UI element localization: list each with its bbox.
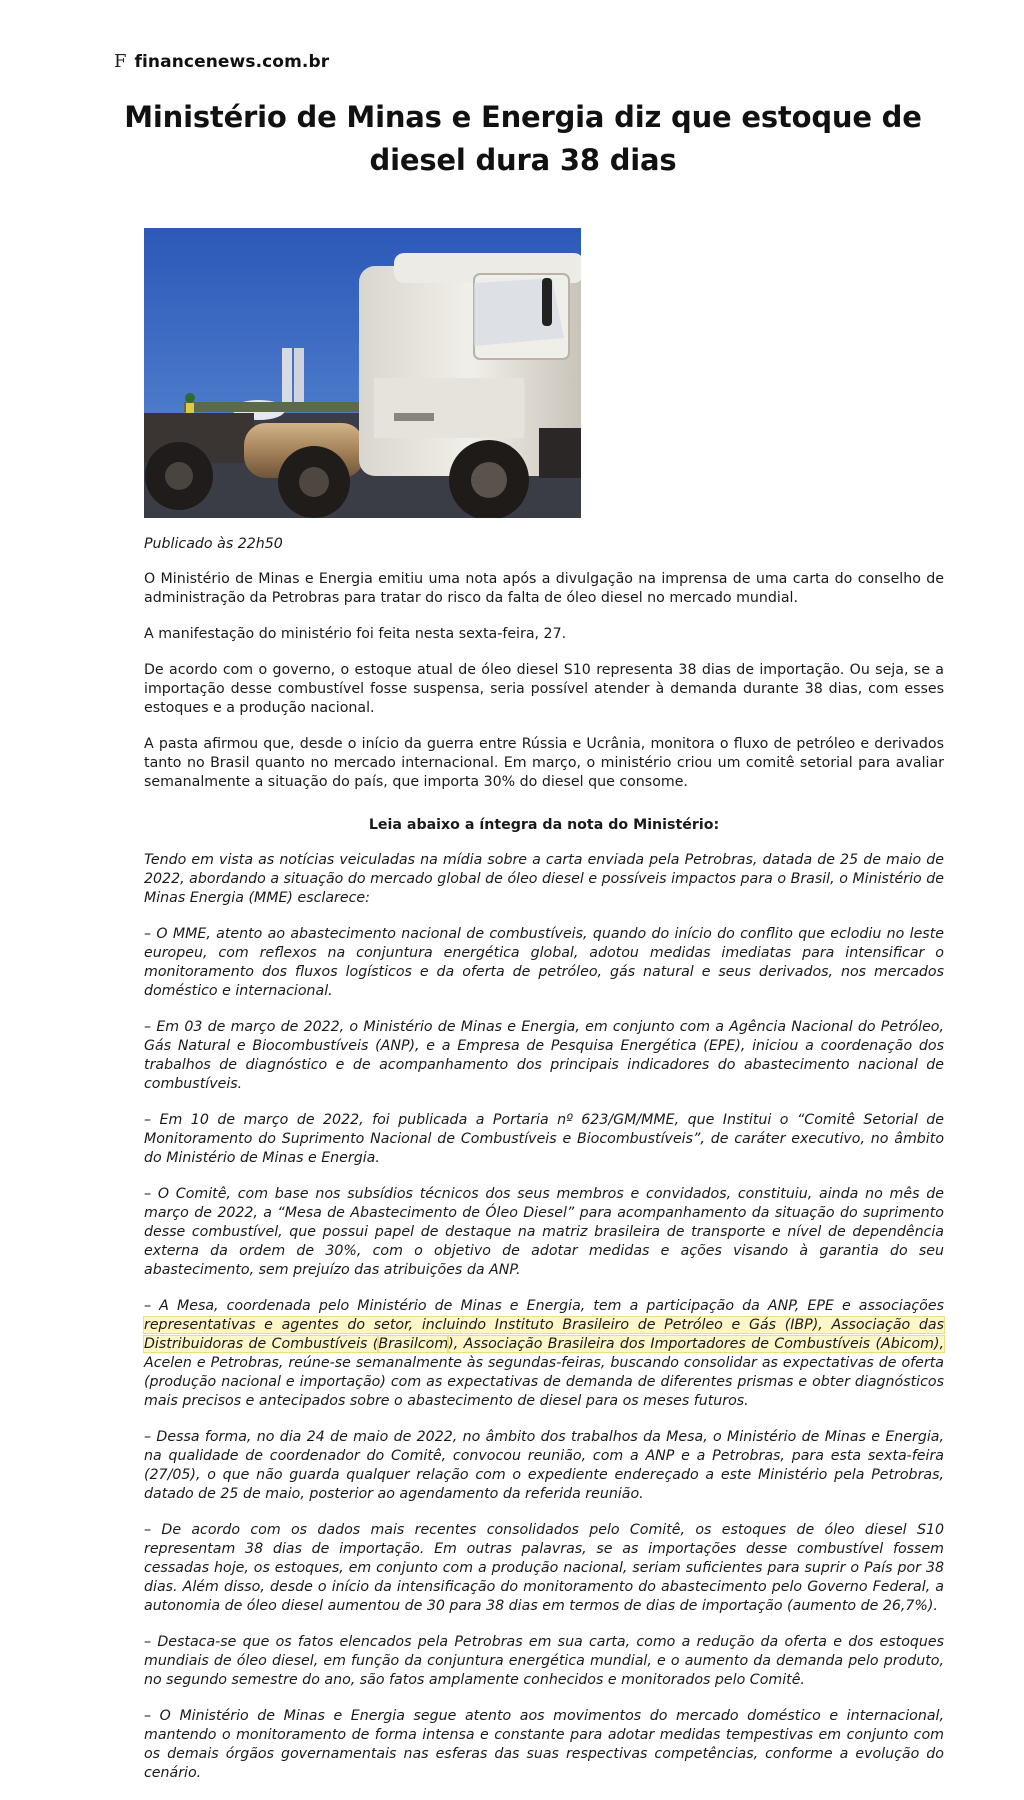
hero-image bbox=[144, 228, 581, 518]
article-paragraph: De acordo com o governo, o estoque atual de óleo diesel S10 representa 38 dias de importação. Ou seja, se a importação desse combustível fosse suspensa, seria possível atender à demanda durante 38 dias, com esses estoques e a produção nacional. bbox=[144, 662, 944, 716]
note-text: Acelen e Petrobras, reúne-se semanalmente às segundas-feiras, buscando consolidar as expectativas de oferta (produção nacional e importação) com as expectativas de demanda de diferentes prismas e obter diagnósticos mais precisos e antecipados sobre o abastecimento de diesel para os meses futuros. bbox=[144, 1355, 944, 1409]
truck-photo-icon bbox=[144, 228, 581, 518]
article-body bbox=[144, 535, 944, 1800]
highlighted-text[interactable]: representativas e agentes do setor, incluindo Instituto Brasileiro de Petróleo e Gás (IBP), Associação das Distribuidoras de Combustíveis ( bbox=[144, 1317, 944, 1352]
highlighted-text[interactable]: ), Associação Brasileira dos Importadores de Combustíveis (Abicom), bbox=[448, 1336, 944, 1352]
note-paragraph: – Dessa forma, no dia 24 de maio de 2022, no âmbito dos trabalhos da Mesa, o Ministério de Minas e Energia, na qualidade de coordenador do Comitê, convocou reunião, com a ANP e a Petrobras, para esta sexta-feira (27/05), o que não guarda qualquer relação com o expediente endereçado a este Ministério pela Petrobras, datado de 25 de maio, posterior ao agendamento da referida reunião. bbox=[144, 1429, 944, 1502]
site-logo-icon[interactable]: F bbox=[114, 51, 127, 72]
note-paragraph: – O Ministério de Minas e Energia segue atento aos movimentos do mercado doméstico e internacional, mantendo o monitoramento de forma intensa e constante para adotar medidas tempestivas em conjunto com os demais órgãos governamentais nas esferas das suas respectivas competências, conforme a evolução do cenário. bbox=[144, 1708, 944, 1781]
published-time: Publicado às 22h50 bbox=[144, 536, 283, 552]
note-text: – A Mesa, coordenada pelo Ministério de Minas e Energia, tem a participação da ANP, EPE e associações bbox=[144, 1298, 944, 1314]
highlighted-word-brasilcom[interactable]: Brasilcom bbox=[378, 1336, 449, 1352]
note-paragraph: – Em 10 de março de 2022, foi publicada a Portaria nº 623/GM/MME, que Institui o “Comitê Setorial de Monitoramento do Suprimento Nacional de Combustíveis e Biocombustíveis”, de caráter executivo, no âmbito do Ministério de Minas e Energia. bbox=[144, 1112, 944, 1166]
note-paragraph: – De acordo com os dados mais recentes consolidados pelo Comitê, os estoques de óleo diesel S10 representam 38 dias de importação. Em outras palavras, se as importações desse combustível fossem cessadas hoje, os estoques, em conjunto com a produção nacional, seriam suficientes para suprir o País por 38 dias. Além disso, desde o início da intensificação do monitoramento do abastecimento pelo Governo Federal, a autonomia de óleo diesel aumentou de 30 para 38 dias em termos de dias de importação (aumento de 26,7%). bbox=[144, 1522, 944, 1614]
article-paragraph: A pasta afirmou que, desde o início da guerra entre Rússia e Ucrânia, monitora o fluxo de petróleo e derivados tanto no Brasil quanto no mercado internacional. Em março, o ministério criou um comitê setorial para avaliar semanalmente a situação do país, que importa 30% do diesel que consome. bbox=[144, 736, 944, 790]
note-paragraph: – Destaca-se que os fatos elencados pela Petrobras em sua carta, como a redução da oferta e dos estoques mundiais de óleo diesel, em função da conjuntura energética mundial, e o aumento da demanda pelo produto, no segundo semestre do ano, são fatos amplamente conhecidos e monitorados pelo Comitê. bbox=[144, 1634, 944, 1688]
site-name-link[interactable]: financenews.com.br bbox=[134, 52, 330, 72]
note-paragraph: Tendo em vista as notícias veiculadas na mídia sobre a carta enviada pela Petrobras, datada de 25 de maio de 2022, abordando a situação do mercado global de óleo diesel e possíveis impactos para o Brasil, o Ministério de Minas Energia (MME) esclarece: bbox=[144, 852, 944, 906]
note-paragraph: – O MME, atento ao abastecimento nacional de combustíveis, quando do início do conflito que eclodiu no leste europeu, com reflexos na conjuntura energética global, adotou medidas imediatas para intensificar o monitoramento dos fluxos logísticos e da oferta de petróleo, gás natural e seus derivados, nos mercados doméstico e internacional. bbox=[144, 926, 944, 999]
note-paragraph: – O Comitê, com base nos subsídios técnicos dos seus membros e convidados, constituiu, ainda no mês de março de 2022, a “Mesa de Abastecimento de Óleo Diesel” para acompanhamento da situação do suprimento desse combustível, que possui papel de destaque na matriz brasileira de transporte e nível de dependência externa da ordem de 30%, com o objetivo de adotar medidas e ações visando à garantia do seu abastecimento, sem prejuízo das atribuições da ANP. bbox=[144, 1186, 944, 1278]
article-paragraph: O Ministério de Minas e Energia emitiu uma nota após a divulgação na imprensa de uma carta do conselho de administração da Petrobras para tratar do risco da falta de óleo diesel no mercado mundial. bbox=[144, 571, 944, 606]
note-paragraph: – Em 03 de março de 2022, o Ministério de Minas e Energia, em conjunto com a Agência Nacional do Petróleo, Gás Natural e Biocombustíveis (ANP), e a Empresa de Pesquisa Energética (EPE), iniciou a coordenação dos trabalhos de diagnóstico e de acompanhamento dos principais indicadores do abastecimento nacional de combustíveis. bbox=[144, 1019, 944, 1092]
article-title: Ministério de Minas e Energia diz que estoque de diesel dura 38 dias bbox=[124, 100, 922, 177]
site-header bbox=[114, 52, 329, 72]
article-paragraph: A manifestação do ministério foi feita nesta sexta-feira, 27. bbox=[144, 626, 567, 642]
note-paragraph-highlighted bbox=[144, 1297, 944, 1411]
note-heading: Leia abaixo a íntegra da nota do Ministério: bbox=[368, 817, 720, 833]
